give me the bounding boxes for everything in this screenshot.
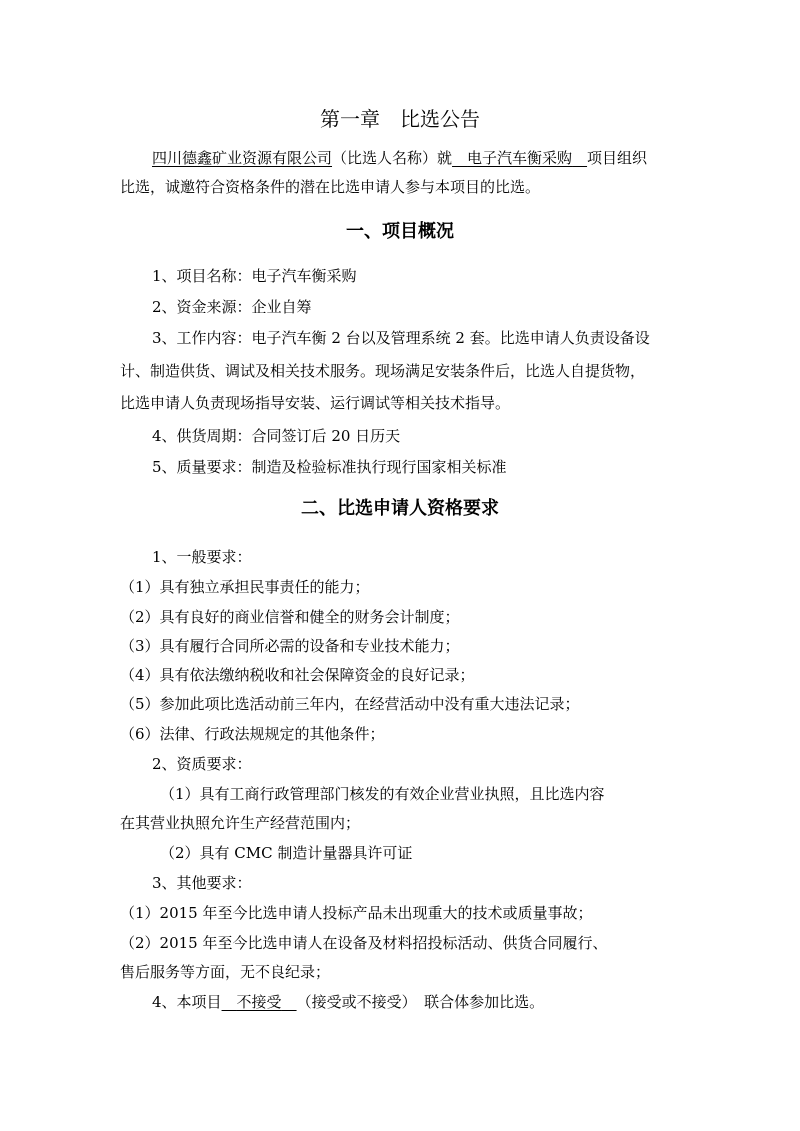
general-requirement-2: （2）具有良好的商业信誉和健全的财务会计制度；	[120, 608, 460, 626]
section1-item2: 2、资金来源：企业自筹	[152, 298, 312, 316]
intro-project-name: 电子汽车衡采购	[467, 149, 573, 167]
general-requirement-4: （4）具有依法缴纳税收和社会保障资金的良好记录；	[120, 666, 475, 684]
general-requirement-6: （6）法律、行政法规规定的其他条件；	[120, 725, 385, 743]
section2-heading: 二、比选申请人资格要求	[301, 498, 499, 519]
section1-heading: 一、项目概况	[346, 221, 454, 242]
qualification-label: 2、资质要求：	[152, 755, 252, 773]
section1-item1: 1、项目名称：电子汽车衡采购	[152, 267, 357, 285]
other-requirements-label: 3、其他要求：	[152, 874, 252, 892]
intro-text-after: 项目组织	[587, 149, 648, 167]
section1-item3-line2: 计、制造供货、调试及相关技术服务。现场满足安装条件后，比选人自提货物，	[120, 362, 646, 380]
section1-item5: 5、质量要求：制造及检验标准执行现行国家相关标准	[152, 458, 507, 476]
intro-company-note: （比选人名称）就	[332, 149, 453, 167]
qualification-2: （2）具有 CMC 制造计量器具许可证	[160, 844, 413, 862]
consortium-line	[152, 992, 544, 1012]
section1-item4: 4、供货周期：合同签订后 20 日历天	[152, 427, 401, 445]
intro-line-1	[152, 148, 647, 168]
qualification-1-line2: 在其营业执照允许生产经营范围内；	[120, 814, 361, 832]
section1-item3-line3: 比选申请人负责现场指导安装、运行调试等相关技术指导。	[120, 394, 511, 412]
qualification-1-line1: （1）具有工商行政管理部门核发的有效企业营业执照，且比选内容	[160, 785, 605, 803]
intro-company: 四川德鑫矿业资源有限公司	[152, 149, 333, 167]
general-requirement-3: （3）具有履行合同所必需的设备和专业技术能力；	[120, 637, 460, 655]
general-requirements-label: 1、一般要求：	[152, 548, 252, 566]
consortium-suffix: （接受或不接受） 联合体参加比选。	[296, 993, 545, 1011]
other-requirement-1: （1）2015 年至今比选申请人投标产品未出现重大的技术或质量事故；	[120, 904, 593, 922]
general-requirement-5: （5）参加此项比选活动前三年内，在经营活动中没有重大违法记录；	[120, 695, 580, 713]
other-requirement-2-line2: 售后服务等方面，无不良纪录；	[120, 963, 331, 981]
other-requirement-2-line1: （2）2015 年至今比选申请人在设备及材料招投标活动、供货合同履行、	[120, 934, 608, 952]
chapter-title: 第一章 比选公告	[320, 107, 480, 131]
section1-item3-line1: 3、工作内容：电子汽车衡 2 台以及管理系统 2 套。比选申请人负责设备设	[152, 329, 650, 347]
general-requirement-1: （1）具有独立承担民事责任的能力；	[120, 578, 370, 596]
intro-line-2: 比选，诚邀符合资格条件的潜在比选申请人参与本项目的比选。	[120, 178, 541, 196]
consortium-value: 不接受	[236, 993, 282, 1011]
consortium-prefix: 4、本项目	[152, 993, 222, 1011]
